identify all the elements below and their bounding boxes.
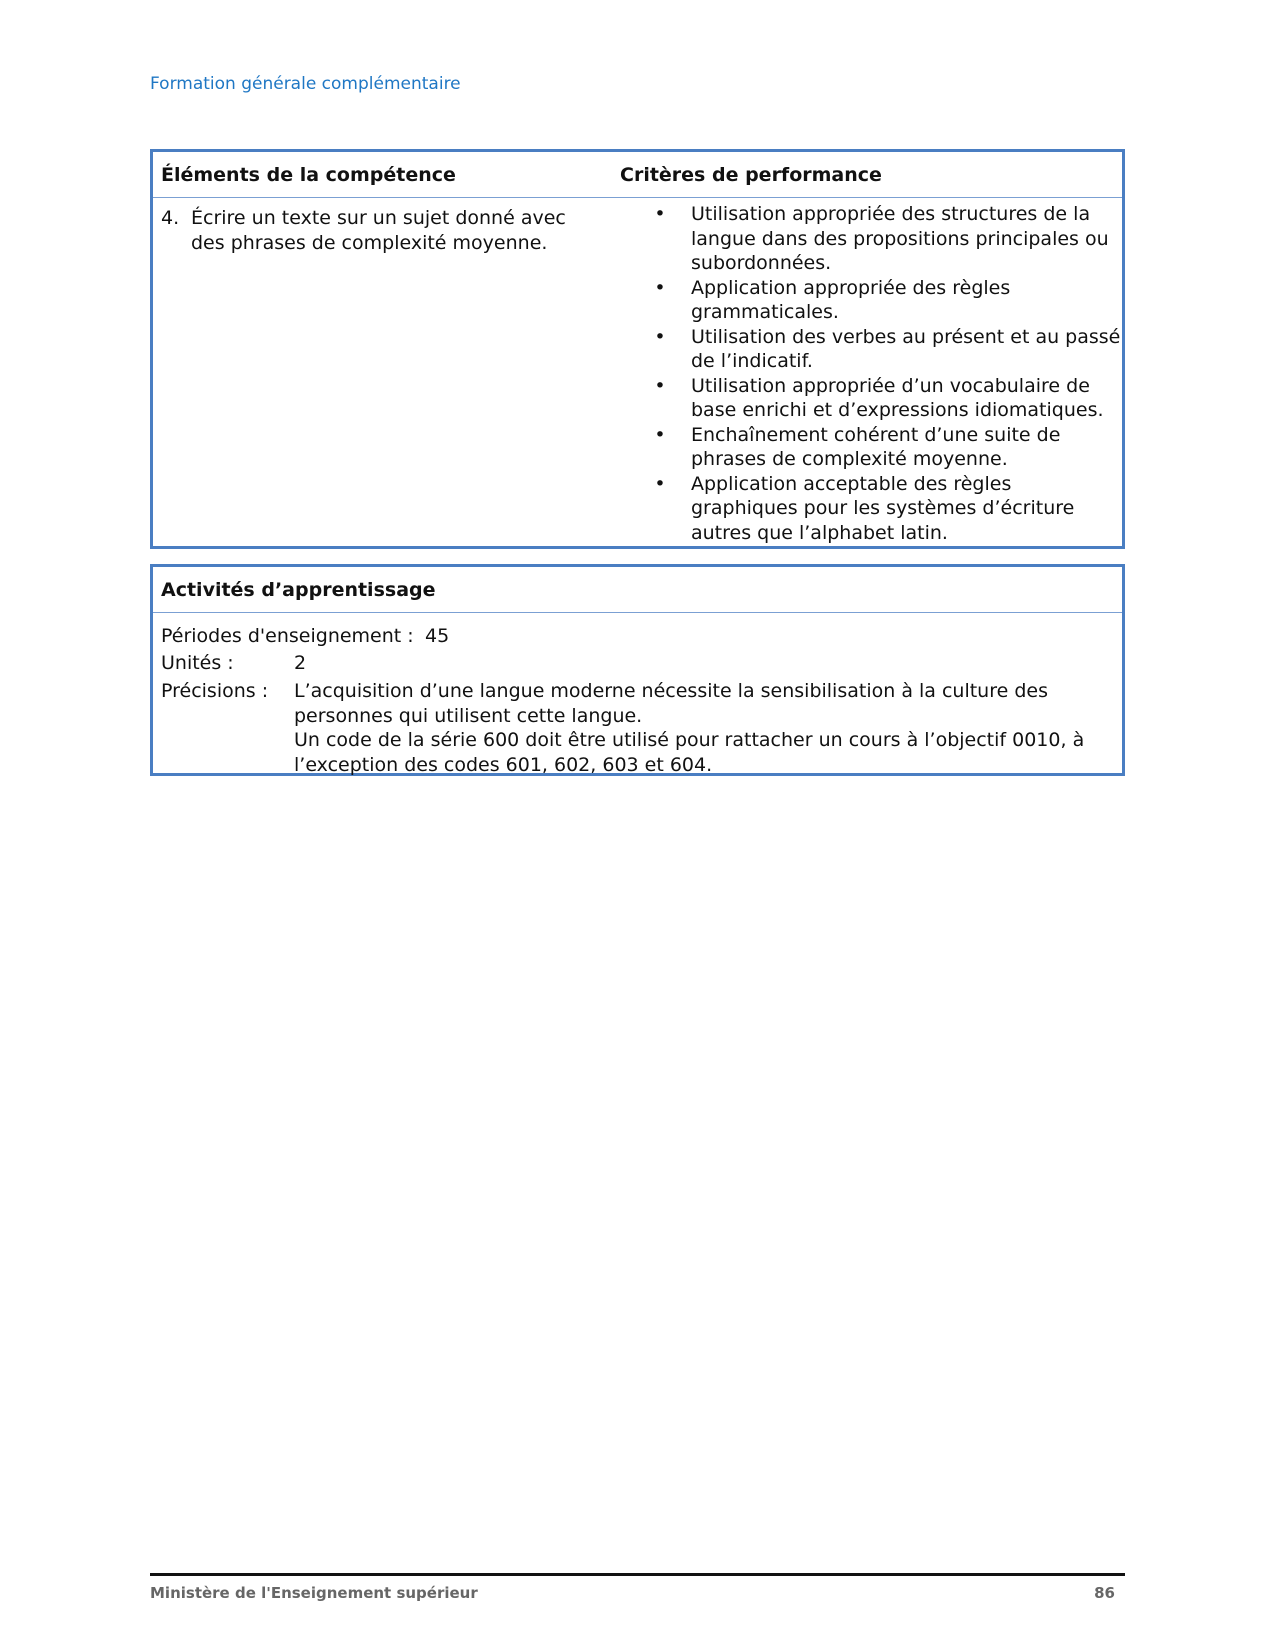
- footer-rule: [150, 1573, 1125, 1576]
- bullet-icon: •: [654, 276, 666, 299]
- competence-table-header: [153, 152, 1122, 198]
- element-text: Écrire un texte sur un sujet donné avec des phrases de complexité moyenne.: [191, 207, 566, 254]
- bullet-icon: •: [654, 325, 666, 348]
- bullet-icon: •: [654, 203, 666, 225]
- units-value: 2: [294, 652, 307, 674]
- criteria-item: • Application acceptable des règles graphiques pour les systèmes d’écriture autres que l’alphabet latin.: [654, 472, 1075, 544]
- bullet-icon: •: [654, 374, 666, 397]
- activities-table: [150, 564, 1125, 776]
- precisions-row: [161, 679, 1111, 779]
- criteria-item: • Utilisation appropriée des structures de la langue dans des propositions principales ou subordonnées.: [654, 203, 1109, 274]
- precisions-paragraph-2: Un code de la série 600 doit être utilisé pour rattacher un cours à l’objectif 0010, à l’exception des codes 601, 602, 603 et 604.: [294, 729, 1085, 776]
- periods-value: 45: [425, 625, 450, 647]
- criteria-item: • Utilisation des verbes au présent et au passé de l’indicatif.: [654, 325, 1121, 372]
- page-number: 86: [1094, 1584, 1115, 1602]
- competence-table: [150, 149, 1125, 549]
- precisions-label: Précisions :: [161, 680, 269, 702]
- precisions-paragraph-1: L’acquisition d’une langue moderne nécessite la sensibilisation à la culture des personnes qui utilisent cette langue.: [294, 680, 1048, 727]
- column-header-elements: Éléments de la compétence: [161, 164, 456, 186]
- periods-label: Périodes d'enseignement :: [161, 625, 414, 647]
- footer-ministry: Ministère de l'Enseignement supérieur: [150, 1584, 478, 1602]
- activities-table-header: [153, 567, 1122, 613]
- criteria-item: • Application appropriée des règles grammaticales.: [654, 276, 1011, 323]
- bullet-icon: •: [654, 423, 666, 446]
- criteria-item: • Utilisation appropriée d’un vocabulaire de base enrichi et d’expressions idiomatiques.: [654, 374, 1104, 421]
- page-header-title: Formation générale complémentaire: [150, 74, 461, 94]
- criteria-item: • Enchaînement cohérent d’une suite de phrases de complexité moyenne.: [654, 423, 1061, 470]
- precisions-text: [294, 679, 1094, 777]
- bullet-icon: •: [654, 472, 666, 495]
- units-label: Unités :: [161, 652, 234, 674]
- criteria-list: [653, 202, 1123, 545]
- element-number: 4.: [161, 207, 180, 229]
- activities-title: Activités d’apprentissage: [161, 579, 436, 601]
- column-header-criteres: Critères de performance: [620, 164, 882, 186]
